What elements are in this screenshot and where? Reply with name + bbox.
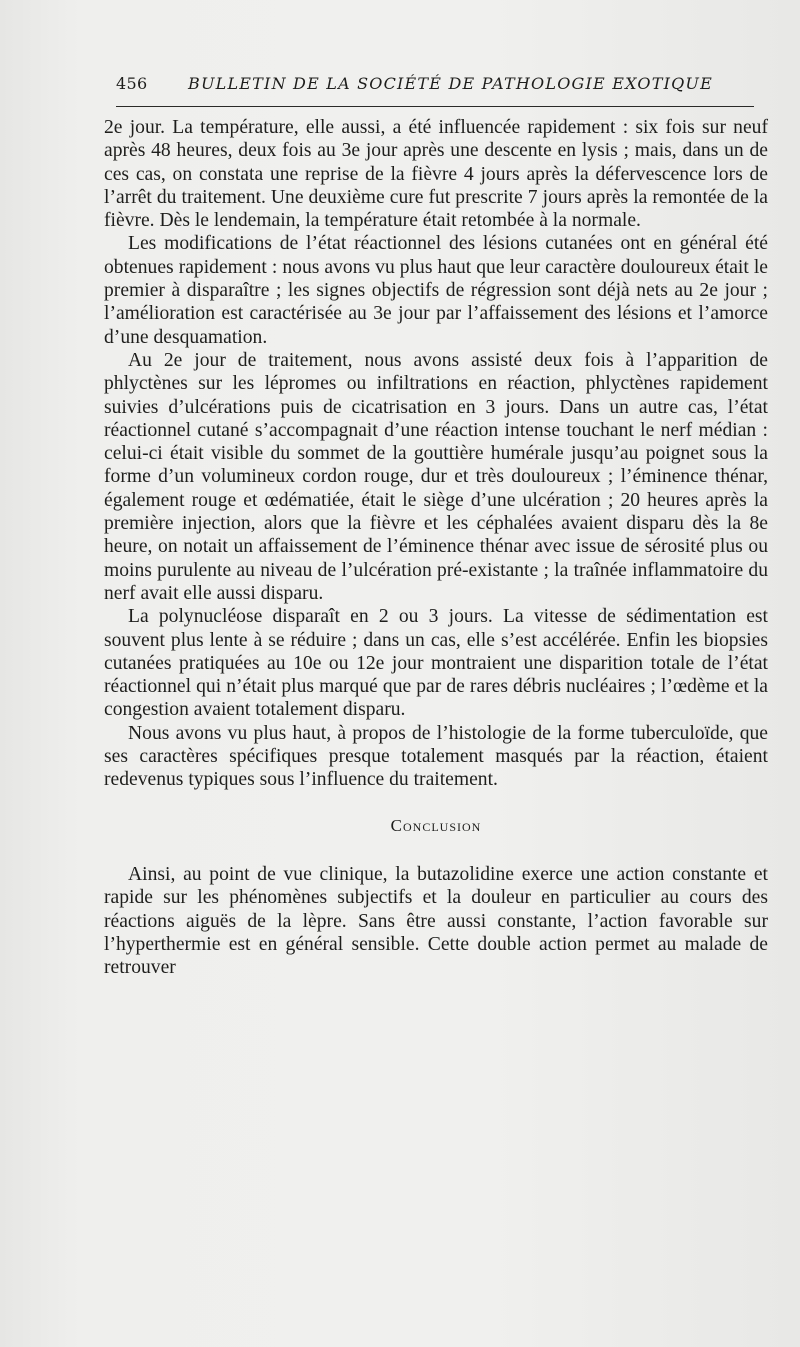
page-number: 456 <box>116 74 148 93</box>
paragraph-phlyctenes: Au 2e jour de traitement, nous avons assisté deux fois à l’apparition de phlyctènes sur les lépromes ou infiltrations en réaction, phlyctènes rapidement suivies d’ulcérations puis de cicatrisation en 3 jours. Dans un autre cas, l’état réactionnel cutané s’accompagnait d’une réaction intense touchant le nerf médian : celui-ci était visible du sommet de la gouttière humérale jusqu’au poignet sous la forme d’un volumineux cordon rouge, dur et très douloureux ; l’éminence thénar, également rouge et œdématiée, était le siège d’une ulcération ; 20 heures après la première injection, alors que la fièvre et les céphalées avaient disparu dès la 8e heure, on notait un affaissement de l’éminence thénar avec issue de sérosité plus ou moins purulente au niveau de l’ulcération pré-existante ; la traînée inflammatoire du nerf avait elle aussi disparu. <box>104 349 768 604</box>
article-body <box>104 116 768 979</box>
page-header <box>116 74 754 100</box>
paragraph-polynucleosis: La polynucléose disparaît en 2 ou 3 jours. La vitesse de sédimentation est souvent plus lente à se réduire ; dans un cas, elle s’est accélérée. Enfin les biopsies cutanées pratiquées au 10e ou 12e jour montraient une disparition totale de l’état réactionnel qui n’était plus marqué que par de rares débris nucléaires ; l’œdème et la congestion avaient totalement disparu. <box>104 606 768 721</box>
paragraph-histology: Nous avons vu plus haut, à propos de l’histologie de la forme tuberculoïde, que ses caractères spécifiques presque totalement masqués par la réaction, étaient redevenus typiques sous l’influence du traitement. <box>104 722 768 791</box>
paragraph-temperature: 2e jour. La température, elle aussi, a été influencée rapidement : six fois sur neuf après 48 heures, deux fois au 3e jour après une descente en lysis ; mais, dans un de ces cas, on constata une reprise de la fièvre 4 jours après la défervescence lors de l’arrêt du traitement. Une deuxième cure fut prescrite 7 jours après la remontée de la fièvre. Dès le lendemain, la température était retombée à la normale. <box>104 117 768 232</box>
paragraph-conclusion: Ainsi, au point de vue clinique, la butazolidine exerce une action constante et rapide sur les phénomènes subjectifs et la douleur en particulier au cours des réactions aiguës de la lèpre. Sans être aussi constante, l’action favorable sur l’hyperthermie est en général sensible. Cette double action permet au malade de retrouver <box>104 863 768 979</box>
paragraph-skin-lesions: Les modifications de l’état réactionnel des lésions cutanées ont en général été obtenues rapidement : nous avons vu plus haut que leur caractère douloureux était le premier à disparaître ; les signes objectifs de régression sont déjà nets au 2e jour ; l’amélioration est caractérisée au 3e jour par l’affaissement des lésions et l’amorce d’une desquamation. <box>104 233 768 348</box>
header-rule <box>116 106 754 107</box>
running-title: BULLETIN DE LA SOCIÉTÉ DE PATHOLOGIE EXOTIQUE <box>188 74 713 93</box>
section-heading-conclusion: Conclusion <box>390 815 482 835</box>
